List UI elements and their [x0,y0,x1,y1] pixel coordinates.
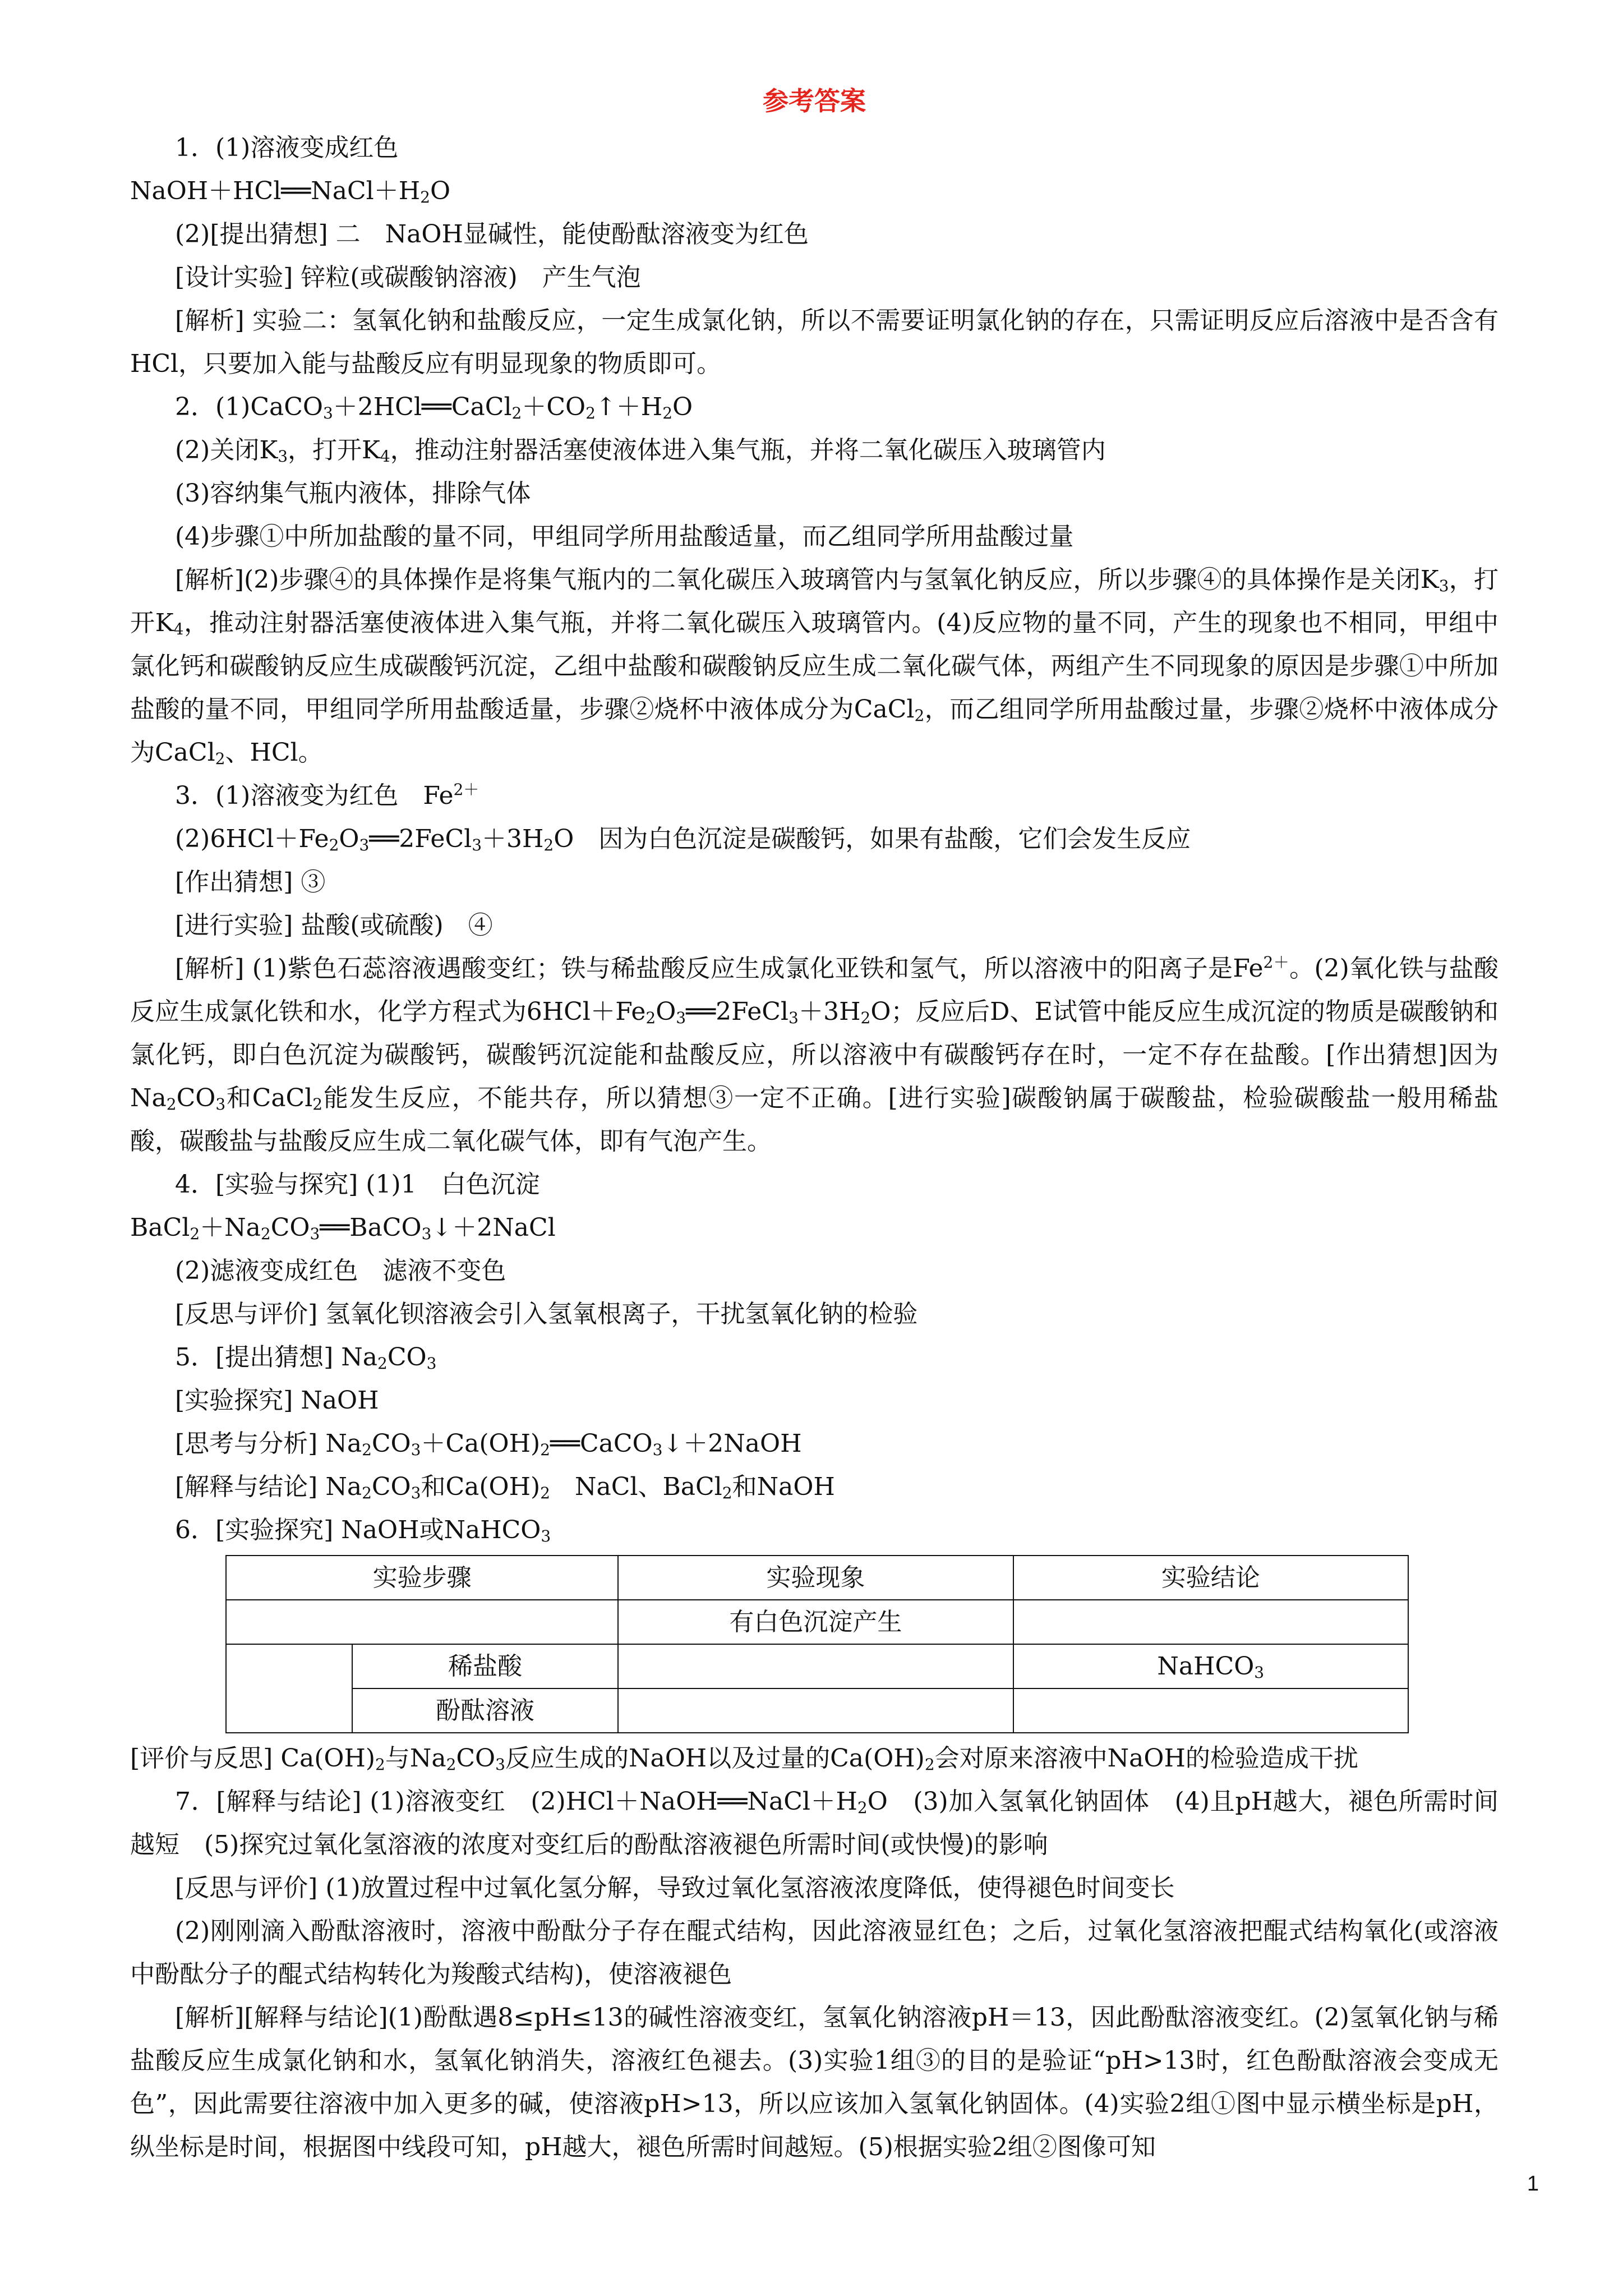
q5-line-2: [实验探究] NaOH [175,1386,379,1415]
q7-line-2: [反思与评价] (1)放置过程中过氧化氢分解，导致过氧化氢溶液浓度降低，使得褪色时间变长 [175,1874,1175,1902]
table-cell [226,1600,618,1644]
q1-line-1: 1．(1)溶液变成红色 [175,134,399,162]
table-header-row [226,1556,1408,1600]
table-header-cell: 实验步骤 [226,1556,618,1600]
experiment-table [225,1555,1409,1733]
q2-line-2: (2)关闭$K_3$，打开$K_4$，推动注射器活塞使液体进入集气瓶，并将二氧化碳压入玻璃管内 [175,436,1106,466]
table-cell [226,1644,352,1733]
table-cell: 酚酞溶液 [352,1688,619,1733]
q2-analysis: [解析](2)步骤④的具体操作是将集气瓶内的二氧化碳压入玻璃管内与氢氧化钠反应，所以步骤④的具体操作是关闭$K_3$，打开$K_4$，推动注射器活塞使液体进入集气瓶，并将二氧化碳压入玻璃管内。(4)反应物的量不同，产生的现象也不相同，甲组中氯化钙和碳酸钠反应生成碳酸钙沉淀，乙组中盐酸和碳酸钠反应生成二氧化碳气体，两组产生不同现象的原因是步骤①中所加盐酸的量不同，甲组同学所用盐酸适量，步骤②烧杯中液体成分为CaCl$_2$，而乙组同学所用盐酸过量，步骤②烧杯中液体成分为CaCl$_2$、HCl。 [130,565,1499,768]
q1-analysis: [解析] 实验二：氢氧化钠和盐酸反应，一定生成氯化钠，所以不需要证明氯化钠的存在，只需证明反应后溶液中是否含有HCl，只要加入能与盐酸反应有明显现象的物质即可。 [130,306,1498,378]
q5-line-4: [解释与结论] $Na_2CO_3$和$Ca(OH)_2$ NaCl、BaCl$_2$和NaOH [175,1473,835,1502]
table-cell [1013,1600,1408,1644]
q3-analysis: [解析] (1)紫色石蕊溶液遇酸变红；铁与稀盐酸反应生成氯化亚铁和氢气，所以溶液中的阳离子是$Fe^{2+}$。(2)氧化铁与盐酸反应生成氯化铁和水，化学方程式为$6HCl+Fe_2O_3══2FeCl_3+3H_2O$；反应后D、E试管中能反应生成沉淀的物质是碳酸钠和氯化钙，即白色沉淀为碳酸钙，碳酸钙沉淀能和盐酸反应，所以溶液中有碳酸钙存在时，一定不存在盐酸。[作出猜想]因为$Na_2CO_3$和CaCl$_2$能发生反应，不能共存，所以猜想③一定不正确。[进行实验]碳酸钠属于碳酸盐，检验碳酸盐一般用稀盐酸，碳酸盐与盐酸反应生成二氧化碳气体，即有气泡产生。 [130,953,1499,1156]
q1-line-3: [设计实验] 锌粒(或碳酸钠溶液) 产生气泡 [175,263,641,292]
page-title: 参考答案 [763,86,866,116]
table-cell [618,1644,1013,1688]
page-number: 1 [1527,2172,1539,2196]
q6-evaluation: [评价与反思] $Ca(OH)_2$与$Na_2CO_3$反应生成的NaOH以及过量的$Ca(OH)_2$会对原来溶液中NaOH的检验造成干扰 [130,1744,1358,1774]
q5-line-1: 5．[提出猜想] $Na_2CO_3$ [175,1343,437,1373]
table-cell [618,1688,1013,1733]
q1-equation: $NaOH+HCl══NaCl+H_2O$ [130,177,451,206]
q3-line-4: [进行实验] 盐酸(或硫酸) ④ [175,911,493,940]
table-cell: 稀盐酸 [352,1644,619,1688]
q5-line-3: [思考与分析] $Na_2CO_3+Ca(OH)_2══CaCO_3↓+2NaOH$ [175,1429,802,1459]
q7-line-1: 7．[解释与结论] (1)溶液变红 $(2)HCl+NaOH══NaCl+H_2O$ (3)加入氢氧化钠固体 (4)且pH越大，褪色所需时间越短 (5)探究过氧化氢溶液的浓度对变红后的酚酞溶液褪色所需时间(或快慢)的影响 [130,1787,1498,1859]
table-cell: 有白色沉淀产生 [618,1600,1013,1644]
q3-line-3: [作出猜想] ③ [175,868,326,896]
table-row [226,1688,1408,1733]
q4-line-1: 4．[实验与探究] (1)1 白色沉淀 [175,1170,540,1199]
q4-equation: $BaCl_2+Na_2CO_3══BaCO_3↓+2NaCl$ [130,1213,556,1243]
q6-line-1: 6．[实验探究] NaOH或NaHCO$_3$ [175,1516,551,1545]
q4-line-3: [反思与评价] 氢氧化钡溶液会引入氢氧根离子，干扰氢氧化钠的检验 [175,1300,918,1328]
q7-analysis: [解析][解释与结论](1)酚酞遇8≤pH≤13的碱性溶液变红，氢氧化钠溶液pH＝13，因此酚酞溶液变红。(2)氢氧化钠与稀盐酸反应生成氯化钠和水，氢氧化钠消失，溶液红色褪去。(3)实验1组③的目的是验证“pH>13时，红色酚酞溶液会变成无色”，因此需要往溶液中加入更多的碱，使溶液pH>13，所以应该加入氢氧化钠固体。(4)实验2组①图中显示横坐标是pH，纵坐标是时间，根据图中线段可知，pH越大，褪色所需时间越短。(5)根据实验2组②图像可知 [130,2003,1498,2161]
table-cell [1013,1688,1408,1733]
q2-line-3: (3)容纳集气瓶内液体，排除气体 [175,479,531,508]
table-header-cell: 实验现象 [618,1556,1013,1600]
q2-line-4: (4)步骤①中所加盐酸的量不同，甲组同学所用盐酸适量，而乙组同学所用盐酸过量 [175,522,1074,551]
q2-line-1: 2．$(1)CaCO_3+2HCl══CaCl_2+CO_2↑+H_2O$ [175,393,693,422]
table-row [226,1600,1408,1644]
q7-line-3: (2)刚刚滴入酚酞溶液时，溶液中酚酞分子存在醌式结构，因此溶液显红色；之后，过氧化氢溶液把醌式结构氧化(或溶液中酚酞分子的醌式结构转化为羧酸式结构)，使溶液褪色 [130,1917,1498,1989]
table-header-cell: 实验结论 [1013,1556,1408,1600]
q3-line-1: 3．(1)溶液变为红色 $Fe^{2+}$ [175,780,479,810]
q3-line-2: $(2)6HCl+Fe_2O_3══2FeCl_3+3H_2O$ 因为白色沉淀是碳酸钙，如果有盐酸，它们会发生反应 [175,825,1191,854]
table-row [226,1644,1408,1688]
q1-line-2: (2)[提出猜想] 二 NaOH显碱性，能使酚酞溶液变为红色 [175,220,809,249]
table-cell: NaHCO$_3$ [1013,1644,1408,1688]
q4-line-2: (2)滤液变成红色 滤液不变色 [175,1257,506,1285]
